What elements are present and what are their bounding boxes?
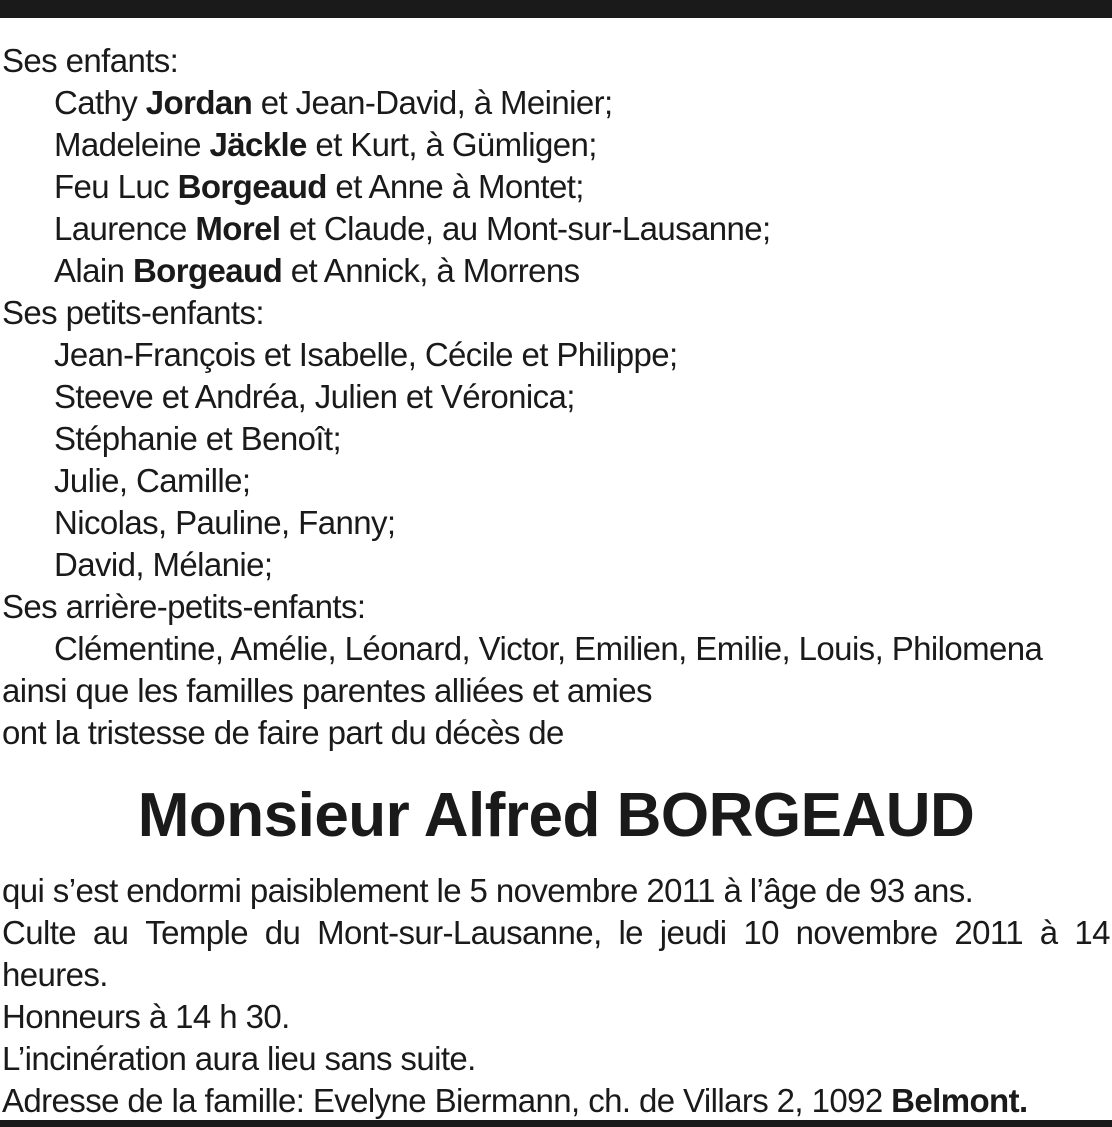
grandchild-entry: David, Mélanie;	[54, 546, 273, 583]
child-entry: Cathy Jordan et Jean-David, à Meinier;	[54, 84, 613, 121]
grandchild-entry: Nicolas, Pauline, Fanny;	[54, 504, 396, 541]
child-entry: Alain Borgeaud et Annick, à Morrens	[54, 252, 580, 289]
grandchild-entry: Julie, Camille;	[54, 462, 251, 499]
child-surname: Jordan	[145, 84, 253, 121]
family-address-line: Adresse de la famille: Evelyne Biermann, ch. de Villars 2, 1092 Belmont.	[2, 1082, 1028, 1119]
grandchild-entry: Stéphanie et Benoît;	[54, 420, 342, 457]
child-surname: Morel	[195, 210, 281, 247]
service-word: Temple	[145, 914, 248, 951]
service-line-continued: heures.	[2, 956, 108, 993]
grandchildren-heading: Ses petits-enfants:	[2, 294, 264, 331]
service-word: 2011	[954, 914, 1023, 951]
service-word: à	[1039, 914, 1058, 951]
obituary-notice	[2, 40, 1110, 1122]
child-surname: Borgeaud	[177, 168, 327, 205]
address-town: Belmont.	[891, 1082, 1028, 1119]
great-grandchildren-entry: Clémentine, Amélie, Léonard, Victor, Emilien, Emilie, Louis, Philomena	[54, 630, 1043, 667]
grandchild-entry: Jean-François et Isabelle, Cécile et Philippe;	[54, 336, 678, 373]
honours-line: Honneurs à 14 h 30.	[2, 998, 290, 1035]
service-word: Culte	[2, 914, 77, 951]
passed-line: qui s’est endormi paisiblement le 5 novembre 2011 à l’âge de 93 ans.	[2, 872, 974, 909]
families-line: ainsi que les familles parentes alliées et amies	[2, 672, 652, 709]
service-word: 14	[1074, 914, 1110, 951]
grandchild-entry: Steeve et Andréa, Julien et Véronica;	[54, 378, 575, 415]
announcement-line: ont la tristesse de faire part du décès de	[2, 714, 564, 751]
top-border-rule	[0, 0, 1112, 18]
service-word: le	[618, 914, 643, 951]
service-word: novembre	[795, 914, 938, 951]
service-word: du	[264, 914, 301, 951]
service-word: 10	[743, 914, 779, 951]
deceased-name: Monsieur Alfred BORGEAUD	[137, 781, 975, 850]
child-entry: Madeleine Jäckle et Kurt, à Gümligen;	[54, 126, 597, 163]
cremation-line: L’incinération aura lieu sans suite.	[2, 1040, 476, 1077]
service-word: au	[92, 914, 129, 951]
great-grandchildren-heading: Ses arrière-petits-enfants:	[2, 588, 366, 625]
child-surname: Borgeaud	[132, 252, 283, 289]
children-heading: Ses enfants:	[2, 42, 179, 79]
child-entry: Feu Luc Borgeaud et Anne à Montet;	[54, 168, 584, 205]
bottom-border-rule	[0, 1120, 1112, 1127]
service-word: jeudi	[659, 914, 727, 951]
child-surname: Jäckle	[209, 126, 307, 163]
child-entry: Laurence Morel et Claude, au Mont-sur-Lausanne;	[54, 210, 771, 247]
service-word: Mont-sur-Lausanne,	[317, 914, 602, 951]
service-line	[2, 912, 1110, 954]
